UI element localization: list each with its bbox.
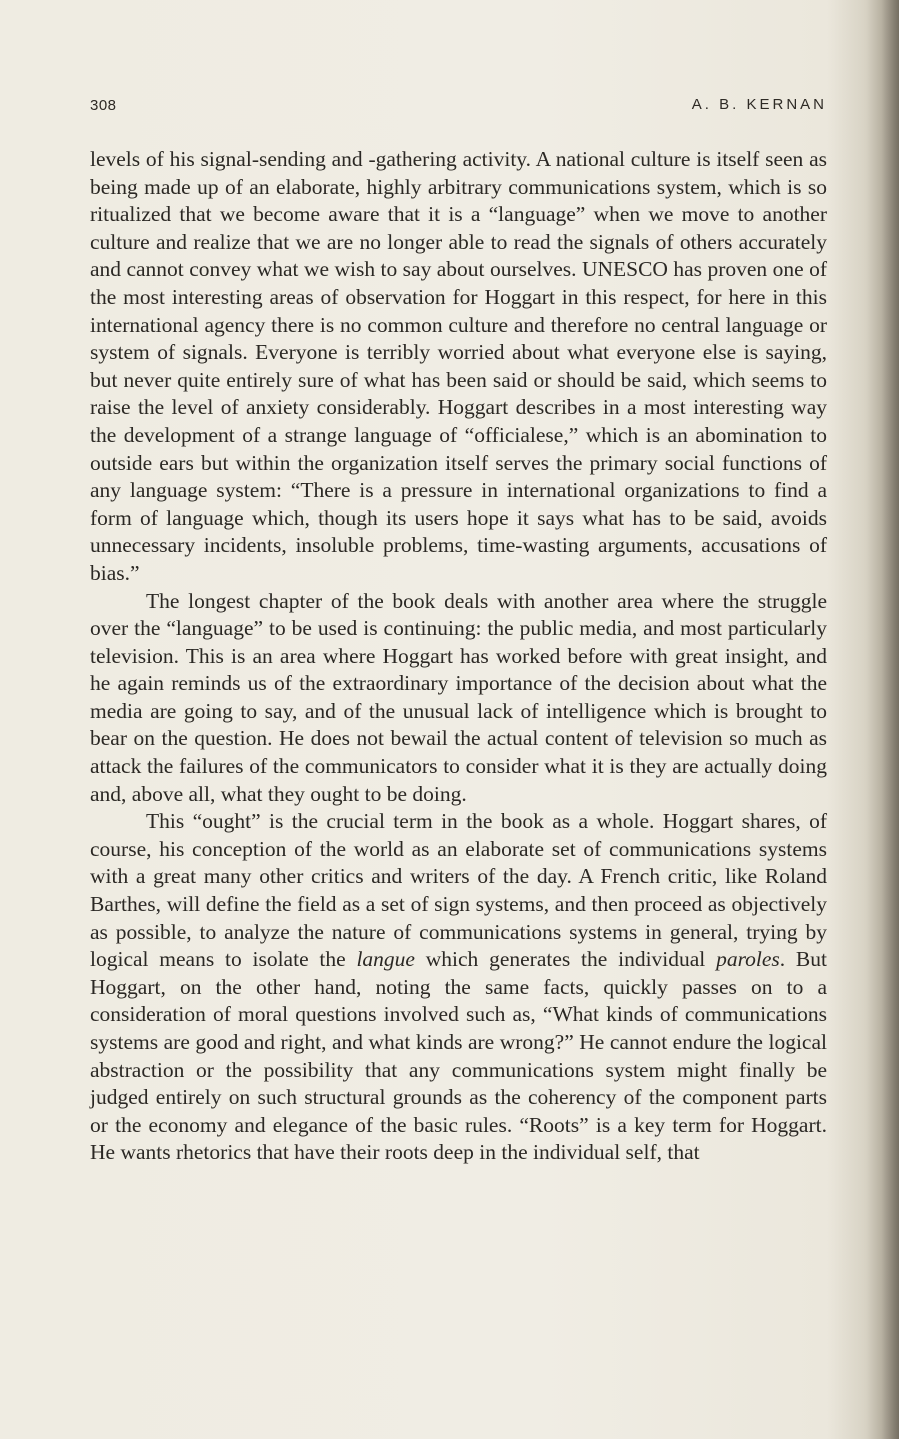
running-head-author: A. B. KERNAN [691,96,827,113]
paragraph-1: levels of his signal-sending and -gathering activity. A national culture is itself seen as being made up of an elaborate, highly arbitrary communications system, which is so ritualized that we become aware that it is a “language” when we move to another culture and realize that we are no longer able to read the signals of others accurately and cannot convey what we wish to say about ourselves. UNESCO has proven one of the most interesting areas of observation for Hoggart in this respect, for here in this international agency there is no common culture and therefore no central language or system of signals. Everyone is terribly worried about what everyone else is saying, but never quite entirely sure of what has been said or should be said, which seems to raise the level of anxiety considerably. Hoggart describes in a most interesting way the development of a strange language of “officialese,” which is an abomination to outside ears but within the organization itself serves the primary social functions of any language system: “There is a pressure in international organizations to find a form of language which, though its users hope it says what has to be said, avoids unnecessary incidents, insoluble problems, time-wasting arguments, accusations of bias.” [90,147,827,585]
paragraph-3 [90,808,827,1167]
paragraph-2: The longest chapter of the book deals with another area where the struggle over the “language” to be used is continuing: the public media, and most particularly television. This is an area where Hoggart has worked before with great insight, and he again reminds us of the extraordinary importance of the decision about what the media are going to say, and of the unusual lack of intelligence which is brought to bear on the question. He does not bewail the actual content of television so much as attack the failures of the communicators to consider what it is they are actually doing and, above all, what they ought to be doing. [90,588,827,806]
body-text [90,146,827,1167]
page-number: 308 [90,97,117,114]
running-head [90,95,827,119]
paragraph-3-part-2: which generates the individual [414,947,717,972]
page-gutter-shadow [867,0,899,1439]
italic-langue: langue [356,947,415,972]
italic-paroles: paroles [716,947,780,972]
paragraph-3-part-3: . But Hoggart, on the other hand, noting the same facts, quickly passes on to a consideration of moral questions involved such as, “What kinds of communications systems are good and right, and what kinds are wrong?” He cannot endure the logical abstraction or the possibility that any communications system might finally be judged entirely on such structural grounds as the coherency of the component parts or the economy and elegance of the basic rules. “Roots” is a key term for Hoggart. He wants rhetorics that have their roots deep in the individual self, that [90,947,827,1165]
paragraph-3-part-1: This “ought” is the crucial term in the book as a whole. Hoggart shares, of course, his conception of the world as an elaborate set of communications systems with a great many other critics and writers of the day. A French critic, like Roland Barthes, will define the field as a set of sign systems, and then proceed as objectively as possible, to analyze the nature of communications systems in general, trying by logical means to isolate the [90,809,827,972]
